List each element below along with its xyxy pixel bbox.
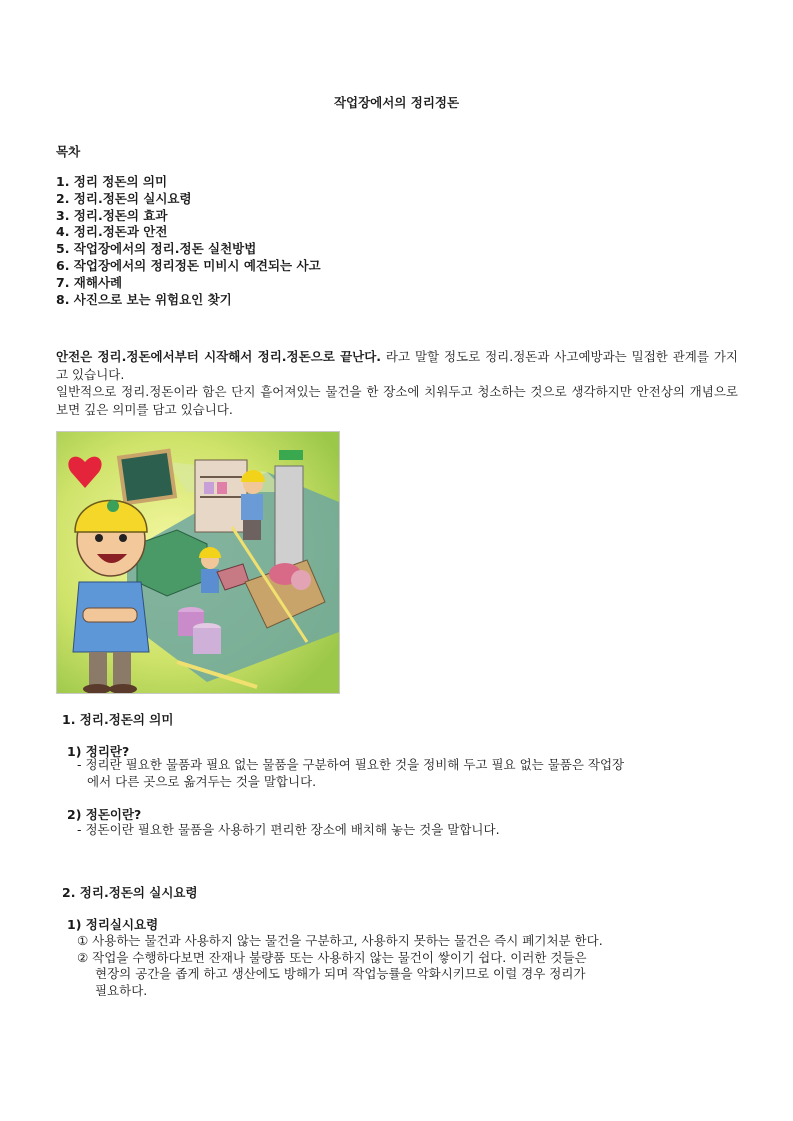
intro-bold-statement: 안전은 정리.정돈에서부터 시작해서 정리.정돈으로 끝난다. (56, 349, 382, 364)
section-1-sub-2-heading: 2) 정돈이란? (67, 807, 142, 822)
toc-item: 2. 정리.정돈의 실시요령 (56, 190, 192, 206)
workplace-illustration (56, 431, 340, 694)
section-1-sub-1-line-2: 에서 다른 곳으로 옮겨두는 것을 말합니다. (87, 774, 317, 789)
intro-paragraph-1 (56, 348, 738, 383)
section-1-sub-1-heading: 1) 정리란? (67, 744, 130, 759)
toc-item: 1. 정리 정돈의 의미 (56, 174, 168, 189)
toc-heading: 목차 (56, 144, 81, 159)
toc-item: 8. 사진으로 보는 위험요인 찾기 (56, 291, 232, 307)
table-of-contents (56, 174, 321, 308)
section-2-item-2-line-1: ② 작업을 수행하다보면 잔재나 불량품 또는 사용하지 않는 물건이 쌓이기 쉽다. 이러한 것들은 (77, 950, 587, 965)
section-2-item-2-line-2: 현장의 공간을 좁게 하고 생산에도 방해가 되며 작업능률을 악화시키므로 이럴 경우 정리가 (95, 966, 586, 981)
section-1-sub-1-line-1: - 정리란 필요한 물품과 필요 없는 물품을 구분하여 필요한 것을 정비해 두고 필요 없는 물품은 작업장 (77, 757, 625, 772)
intro-text (56, 348, 738, 418)
document-title: 작업장에서의 정리정돈 (333, 95, 460, 110)
section-1-heading: 1. 정리.정돈의 의미 (62, 712, 174, 727)
section-2-item-1: ① 사용하는 물건과 사용하지 않는 물건을 구분하고, 사용하지 못하는 물건은 즉시 폐기처분 한다. (77, 933, 603, 948)
section-2-item-2-line-3: 필요하다. (95, 983, 148, 998)
section-1-sub-2-line-1: - 정돈이란 필요한 물품을 사용하기 편리한 장소에 배치해 놓는 것을 말합니다. (77, 822, 500, 837)
intro-rest: 라고 말할 정도로 정리.정돈과 사고예방과는 밀접한 관계를 가지고 있습니다. (56, 349, 738, 382)
toc-item: 5. 작업장에서의 정리.정돈 실천방법 (56, 241, 257, 257)
intro-paragraph-2: 일반적으로 정리.정돈이라 함은 단지 흩어져있는 물건을 한 장소에 치워두고 청소하는 것으로 생각하지만 안전상의 개념으로 보면 깊은 의미를 담고 있습니다. (56, 384, 738, 417)
toc-item: 7. 재해사례 (56, 274, 123, 290)
toc-item: 3. 정리.정돈의 효과 (56, 207, 168, 223)
section-2-heading: 2. 정리.정돈의 실시요령 (62, 885, 198, 900)
toc-item: 4. 정리.정돈과 안전 (56, 224, 168, 240)
toc-item: 6. 작업장에서의 정리정돈 미비시 예견되는 사고 (56, 257, 321, 273)
section-2-sub-1-heading: 1) 정리실시요령 (67, 917, 159, 932)
